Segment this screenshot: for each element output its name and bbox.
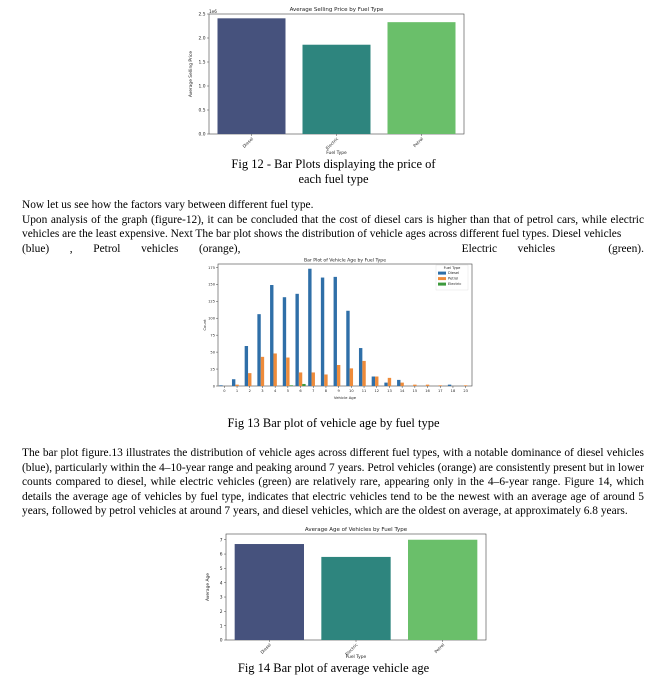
bar-petrol-age-8 [324,374,327,386]
bar-petrol-age-12 [375,377,378,386]
x-axis-label: Fuel Type [326,151,347,156]
bar-diesel-age-3 [257,314,260,386]
bar-diesel-age-18 [448,385,451,386]
text1-p3c: (green). [608,242,644,255]
x-tick-label: 11 [361,389,367,393]
x-tick-label: 18 [450,389,456,393]
bar-petrol [408,540,477,640]
x-tick-label: 1 [235,389,239,393]
bar-petrol-age-2 [248,373,251,386]
y-tick-label: 50 [210,350,215,355]
fig13-chart [198,256,478,402]
y-tick-label: 175 [208,265,215,270]
bar-petrol-age-1 [235,385,238,386]
chart-title: Bar Plot of Vehicle Age by Fuel Type [303,258,387,264]
bar-petrol-age-23 [464,385,467,386]
x-tick-label-petrol: Petrol [433,642,446,655]
legend-swatch-electric [438,283,446,286]
bar-diesel-age-9 [334,277,337,386]
x-tick-label-diesel: Diesel [241,136,255,149]
y-axis-label: Average Age [206,573,211,601]
x-tick-label: 5 [286,389,289,393]
y-tick-label: 0.5 [198,108,206,114]
x-tick-label: 12 [374,389,380,393]
y-tick-label: 2 [219,609,223,615]
bar-diesel-age-4 [270,285,273,386]
x-tick-label-electric: Electric [344,642,359,657]
bar-diesel-age-2 [245,346,248,386]
y-tick-label: 1.0 [198,84,206,90]
y-tick-label: 6 [219,552,223,558]
text1-p2: Upon analysis of the graph (figure-12), it can be concluded that the cost of diesel cars is higher than that of petrol cars, while electric vehicles are the least expensive. Next The bar plot shows the distribution of vehicle ages across different fuel types. Diesel vehicles [22,213,644,241]
fig14-chart [196,526,490,660]
y-tick-label: 0.0 [198,132,206,138]
y-tick-label: 75 [210,333,215,338]
y-tick-label: 125 [208,299,215,304]
bar-diesel-age-12 [372,377,375,386]
chart-title: Average Selling Price by Fuel Type [289,7,384,13]
x-tick-label: 10 [349,389,354,393]
bar-diesel-age-11 [359,348,362,386]
fig14-caption: Fig 14 Bar plot of average vehicle age [237,661,430,675]
x-tick-label: 15 [412,389,418,393]
text1-p3b: Electric vehicles [461,242,555,255]
y-tick-label: 25 [210,367,215,372]
text-block-1 [22,198,644,256]
text1-p3a: (blue) , Petrol vehicles (orange), [22,242,241,255]
x-tick-label: 6 [299,389,302,393]
x-tick-label: 7 [312,389,315,393]
fig12-chart [189,4,470,156]
x-tick-label: 2 [248,389,251,393]
y-tick-label: 1.5 [198,60,206,66]
x-tick-label: 0 [223,389,226,393]
y-tick-label: 150 [208,282,215,287]
y-tick-label: 0 [219,638,223,644]
plot-frame [218,264,472,386]
legend-label-diesel: Diesel [448,271,460,275]
bar-petrol-age-3 [261,357,264,386]
bar-diesel-age-0 [219,385,222,386]
y-tick-label: 100 [208,316,215,321]
bar-diesel-age-1 [232,379,235,386]
bar-diesel-age-14 [397,380,400,386]
bar-petrol-age-16 [426,385,429,386]
x-tick-label-electric: Electric [324,136,340,151]
y-tick-label: 7 [219,538,223,544]
y-tick-label: 3 [219,595,223,601]
fig13-caption: Fig 13 Bar plot of vehicle age by fuel type [227,416,440,430]
x-tick-label: 17 [437,389,443,393]
bar-petrol-age-15 [413,385,416,386]
x-tick-label: 16 [425,389,430,393]
x-axis-label: Fuel Type [345,655,367,660]
bar-diesel-age-7 [308,269,311,386]
y-tick-label: 1 [219,624,223,630]
x-tick-label: 3 [261,389,264,393]
chart-title: Average Age of Vehicles by Fuel Type [304,527,408,533]
y-tick-label: 0 [212,384,215,389]
y-offset-label: 1e6 [209,9,217,14]
x-tick-label: 13 [387,389,392,393]
x-tick-label: 9 [337,389,340,393]
x-tick-label: 23 [463,389,468,393]
y-tick-label: 2.5 [198,12,206,18]
y-tick-label: 5 [219,566,223,572]
y-tick-label: 4 [219,581,223,587]
text2-p1: The bar plot figure.13 illustrates the distribution of vehicle ages across different fuel types, with a notable dominance of diesel vehicles (blue), particularly within the 4–10-year range and peaking around 7 years. Petrol vehicles (orange) are consistently present but in lower counts compared to diesel, while electric vehicles (green) are relatively rare, appearing only in the 4–6-year range. Figure 14, which details the average age of vehicles by fuel type, indicates that electric vehicles tend to be the newest with an average age of around 5 years, followed by petrol vehicles at around 7 years, and diesel vehicles, which are the oldest on average, at approximately 6.8 years. [22,447,644,518]
bar-petrol-age-17 [439,385,442,386]
y-axis-label: Average Selling Price [189,50,194,98]
bar-electric [321,557,390,640]
x-tick-label-diesel: Diesel [259,642,273,655]
x-tick-label: 14 [399,389,405,393]
text1-p1: Now let us see how the factors vary between different fuel type. [22,199,314,211]
fig12-caption [0,157,667,187]
bar-diesel-age-5 [283,297,286,386]
fig12-caption-line2: each fuel type [298,172,369,186]
bar-electric-age-6 [302,384,305,386]
x-axis-label: Vehicle Age [333,395,357,400]
bar-diesel-age-10 [346,311,349,386]
legend-title: Fuel Type [443,266,461,270]
bar-petrol-age-7 [312,372,315,386]
bar-petrol-age-9 [337,365,340,386]
bar-diesel-age-6 [295,294,298,386]
y-tick-label: 2.0 [198,36,206,42]
text-block-2 [22,446,644,519]
bar-petrol-age-11 [362,361,365,386]
bar-petrol-age-6 [299,372,302,386]
bar-diesel-age-13 [384,383,387,386]
x-tick-label: 4 [274,389,277,393]
bar-diesel [235,544,304,640]
fig12-caption-line1: Fig 12 - Bar Plots displaying the price of [231,157,436,171]
text1-p3 [22,242,644,257]
bar-petrol-age-14 [400,383,403,386]
legend-swatch-diesel [438,272,446,275]
bar-petrol-age-10 [350,368,353,386]
x-tick-label: 8 [324,389,328,393]
x-tick-label-petrol: Petrol [412,136,425,149]
bar-petrol-age-13 [388,378,391,386]
bar-petrol [388,22,456,134]
bar-electric-age-5 [290,385,293,386]
bar-petrol-age-5 [286,358,289,386]
bar-diesel [218,18,286,134]
bar-electric [303,45,371,134]
bar-petrol-age-4 [273,353,276,386]
bar-diesel-age-8 [321,278,324,386]
legend-swatch-petrol [438,277,446,280]
legend-label-electric: Electric [448,282,462,286]
y-axis-label: Count [202,319,207,331]
legend-label-petrol: Petrol [448,276,459,281]
